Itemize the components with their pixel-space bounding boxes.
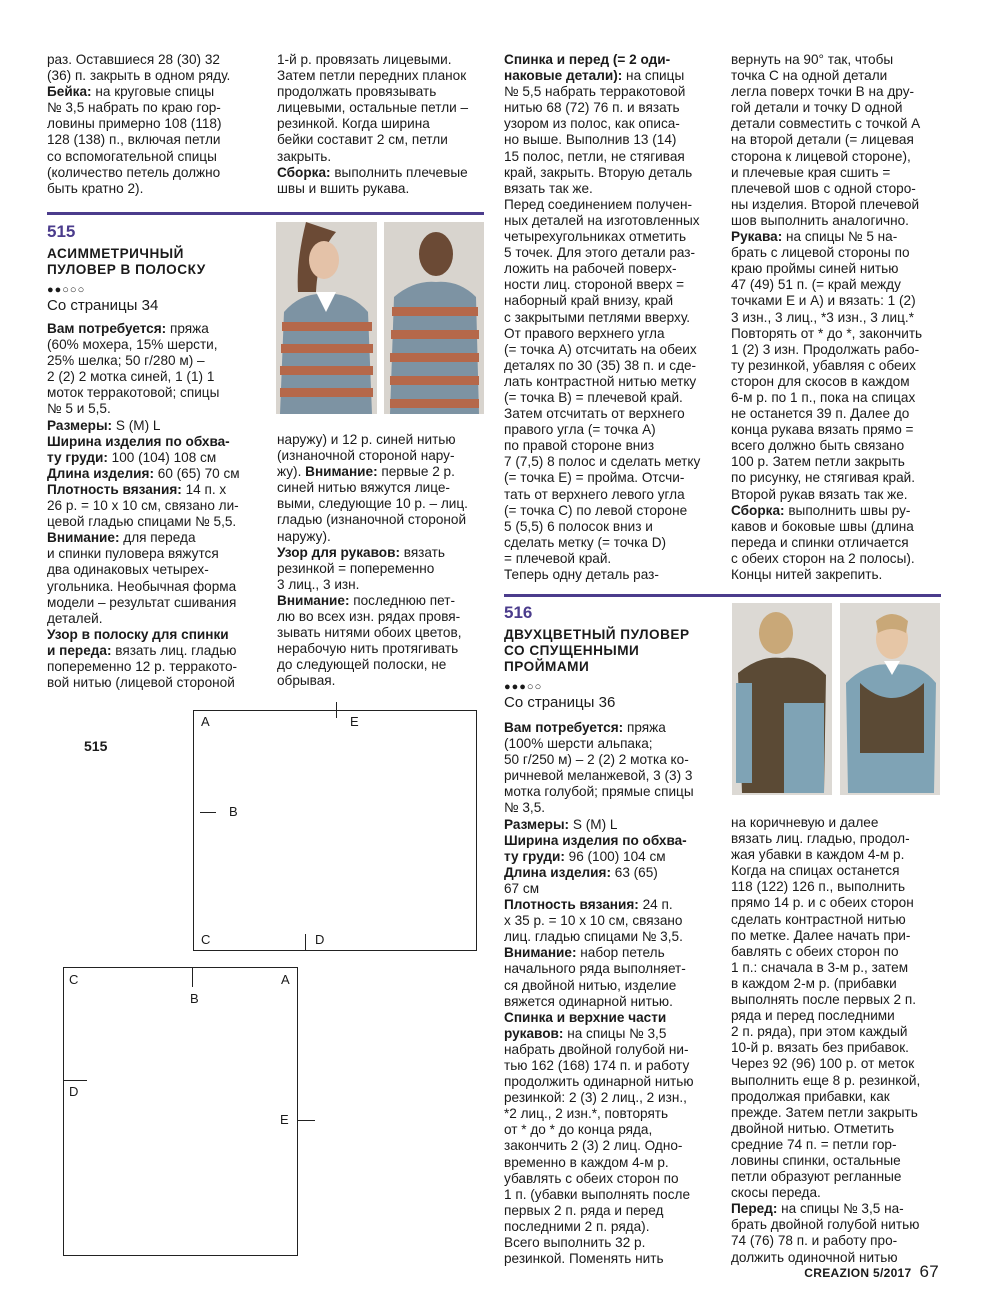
text-line: моток терракотовой; спицы bbox=[47, 385, 220, 401]
col-c-516 bbox=[504, 720, 726, 1267]
text-line: продолжая прибавки, как bbox=[731, 1088, 890, 1104]
text-line: продолжать провязывать bbox=[277, 84, 437, 100]
point-d-top: D bbox=[315, 932, 325, 947]
text-line: брать с лицевой стороны по bbox=[731, 245, 910, 261]
text-line: Внимание: набор петель bbox=[504, 945, 665, 961]
text-line: тать от верхнего левого угла bbox=[504, 486, 685, 502]
text-line: 10-й р. вязать без прибавок. bbox=[731, 1040, 909, 1056]
text-line: бавлять с обеих сторон по bbox=[731, 943, 899, 959]
text-line: гой детали и точку D одной bbox=[731, 100, 903, 116]
text-line: тью 162 (168) 174 п. и работу bbox=[504, 1057, 690, 1073]
text-line: х 35 р. = 10 х 10 см, связано bbox=[504, 913, 683, 929]
pattern-title-line2: СО СПУЩЕННЫМИ bbox=[504, 643, 640, 658]
col-a-top bbox=[47, 52, 267, 197]
text-line: бейки составит 2 см, петли bbox=[277, 132, 448, 148]
text-line: попеременно 12 р. терракото- bbox=[47, 658, 238, 674]
text-line: но выше. Выполнив 13 (14) bbox=[504, 132, 677, 148]
text-line: вернуть на 90° так, чтобы bbox=[731, 52, 894, 67]
text-line: № 5 и 5,5. bbox=[47, 401, 111, 417]
text-line: ложить на рабочей поверх- bbox=[504, 261, 677, 277]
text-line: и переда: вязать лиц. гладью bbox=[47, 642, 237, 658]
from-page: Со страницы 36 bbox=[504, 694, 616, 711]
text-line: Сборка: выполнить швы ру- bbox=[731, 502, 911, 518]
text-line: лицевыми, остальные петли – bbox=[277, 100, 469, 116]
text-line: лать контрастной нитью метку bbox=[504, 373, 697, 389]
text-line: угольника. Необычная форма bbox=[47, 578, 237, 594]
col-b-top bbox=[277, 52, 492, 197]
text-line: лю во всех изн. рядах провя- bbox=[277, 609, 461, 625]
text-line: гладью (изнаночной стороной bbox=[277, 512, 467, 528]
text-line: от * до * до конца ряда, bbox=[504, 1122, 653, 1138]
text-line: 6-м р. по 1 п., пока на спицах bbox=[731, 389, 916, 405]
magazine-name: CREAZION 5/2017 bbox=[804, 1266, 912, 1280]
text-line: Второй рукав вязать так же. bbox=[731, 486, 908, 502]
text-line: ся двойной нитью, изделие bbox=[504, 977, 677, 993]
text-line: 5 точек. Для этого детали раз- bbox=[504, 245, 696, 261]
text-line: Размеры: S (M) L bbox=[504, 816, 618, 832]
text-line: наборный край внизу, край bbox=[504, 293, 674, 309]
text-line: Спинка и перед (= 2 оди- bbox=[504, 52, 671, 67]
text-line: Повторять от * до *, закончить bbox=[731, 325, 923, 341]
point-a-top: A bbox=[201, 714, 210, 729]
tick-bottom-e bbox=[297, 1120, 315, 1121]
tick-top-d bbox=[305, 934, 306, 951]
text-line: 25% шелка; 50 г/280 м) – bbox=[47, 353, 205, 369]
text-line: с закрытыми петлями вверху. bbox=[504, 309, 691, 325]
text-line: наковые детали): на спицы bbox=[504, 68, 685, 84]
text-line: и спинки пуловера вяжутся bbox=[47, 546, 219, 562]
text-line: Перед соединением получен- bbox=[504, 196, 693, 212]
text-line: набрать двойной голубой ни- bbox=[504, 1041, 689, 1057]
text-line: Всего выполнить 32 р. bbox=[504, 1235, 646, 1250]
text-line: (60% мохера, 15% шерсти, bbox=[47, 337, 218, 353]
text-line: со вспомогательной спицы bbox=[47, 148, 217, 164]
text-line: Длина изделия: 63 (65) bbox=[504, 864, 658, 880]
text-line: резинкой. Когда ширина bbox=[277, 116, 430, 132]
text-line: зывать нитями обоих цветов, bbox=[277, 625, 462, 641]
text-line: цевой гладью спицами № 5,5. bbox=[47, 514, 237, 530]
pattern-title-line1: ДВУХЦВЕТНЫЙ ПУЛОВЕР bbox=[504, 627, 690, 642]
text-line: выми, следующие 10 р. – лиц. bbox=[277, 496, 468, 512]
text-line: 5 (5,5) 6 полосок вниз и bbox=[504, 518, 653, 534]
photo-516-front bbox=[840, 603, 940, 795]
text-line: ту резинкой, убавляя с обеих bbox=[731, 357, 916, 373]
text-line: 2 п. ряда), при этом каждый bbox=[731, 1024, 908, 1040]
text-line: с обеих сторон на 2 полосы). bbox=[731, 550, 915, 566]
photo-516-back bbox=[732, 603, 832, 795]
text-line: Спинка и верхние части bbox=[504, 1009, 667, 1025]
text-line: на коричневую и далее bbox=[731, 815, 879, 830]
text-line: узором из полос, как описа- bbox=[504, 116, 680, 132]
text-line: (= точка В) = плечевой край. bbox=[504, 389, 683, 405]
text-line: 47 (49) 51 п. (= край между bbox=[731, 277, 901, 293]
text-line: лиц. гладью спицами № 3,5. bbox=[504, 929, 683, 945]
text-line: № 5,5 набрать терракотовой bbox=[504, 84, 686, 100]
text-line: 118 (122) 126 п., выполнить bbox=[731, 879, 906, 895]
difficulty-rating: ●●○○○ bbox=[47, 284, 86, 296]
pattern-number: 516 bbox=[504, 603, 533, 622]
text-line: правого угла (= точка А) bbox=[504, 422, 656, 438]
tick-bottom-d bbox=[63, 1080, 87, 1081]
text-line: Рукава: на спицы № 5 на- bbox=[731, 229, 898, 245]
text-line: в каждом 2-м р. (прибавки bbox=[731, 975, 897, 991]
text-line: 67 см bbox=[504, 880, 540, 896]
text-line: (= точка С) по левой стороне bbox=[504, 502, 688, 518]
text-line: нерабочую нить протягивать bbox=[277, 641, 459, 657]
text-line: Внимание: для переда bbox=[47, 530, 196, 546]
text-line: № 3,5 набрать по краю гор- bbox=[47, 100, 221, 116]
text-line: петли образуют регланные bbox=[731, 1169, 902, 1185]
pattern-516-header bbox=[504, 603, 726, 712]
pattern-515-header bbox=[47, 222, 272, 315]
diagram-top-piece bbox=[193, 710, 477, 951]
text-line: последними 2 п. ряда). bbox=[504, 1218, 650, 1234]
text-line: кавов и боковые швы (длина bbox=[731, 518, 914, 534]
col-b-515 bbox=[277, 432, 492, 690]
text-line: Затем отсчитать от верхнего bbox=[504, 406, 685, 422]
text-line: рукавов: на спицы № 3,5 bbox=[504, 1025, 667, 1041]
from-page: Со страницы 34 bbox=[47, 297, 159, 314]
text-line: наружу). bbox=[277, 528, 331, 544]
text-line: быть кратно 2). bbox=[47, 180, 144, 196]
text-line: 100 р. Затем петли закрыть bbox=[731, 454, 905, 470]
text-line: обрывая. bbox=[277, 673, 336, 689]
text-line: мотка голубой; прямые спицы bbox=[504, 784, 694, 800]
text-line: наружу) и 12 р. синей нитью bbox=[277, 432, 456, 447]
text-line: резинкой = попеременно bbox=[277, 560, 435, 576]
text-line: От правого верхнего угла bbox=[504, 325, 665, 341]
point-b-bottom: B bbox=[190, 991, 199, 1006]
text-line: = плечевой край. bbox=[504, 550, 612, 566]
text-line: скосы переда. bbox=[731, 1185, 821, 1201]
text-line: прямо 14 р. и с обеих сторон bbox=[731, 895, 914, 911]
point-e-bottom: E bbox=[280, 1112, 289, 1127]
text-line: Вам потребуется: пряжа bbox=[47, 321, 209, 336]
text-line: деталях по 30 (35) 38 п. и сде- bbox=[504, 357, 697, 373]
point-d-bottom: D bbox=[69, 1084, 79, 1099]
text-line: (= точка Е) = пройма. Отсчи- bbox=[504, 470, 685, 486]
text-line: № 3,5. bbox=[504, 800, 546, 816]
diagram-bottom-piece bbox=[63, 967, 298, 1256]
text-line: резинкой: 2 (3) 2 лиц., 2 изн., bbox=[504, 1090, 687, 1106]
text-line: вязать лиц. гладью, продол- bbox=[731, 831, 910, 847]
text-line: Когда на спицах останется bbox=[731, 863, 900, 879]
text-line: детали совместить с точкой А bbox=[731, 116, 921, 132]
text-line: край, закрыть. Вторую деталь bbox=[504, 164, 693, 180]
text-line: ности лиц. стороной вверх = bbox=[504, 277, 685, 293]
text-line: краю проймы синей нитью bbox=[731, 261, 899, 277]
text-line: на второй детали (= лицевая bbox=[731, 132, 914, 148]
text-line: должить одиночной нитью bbox=[731, 1249, 898, 1265]
text-line: жу). Внимание: первые 2 р. bbox=[277, 464, 455, 480]
text-line: 7 (7,5) 8 полос и сделать метку bbox=[504, 454, 701, 470]
text-line: сторона к лицевой стороне), bbox=[731, 148, 911, 164]
text-line: Узор в полоску для спинки bbox=[47, 626, 229, 642]
tick-top-b bbox=[200, 812, 216, 813]
col-d-516 bbox=[731, 815, 943, 1266]
text-line: нитью 68 (72) 76 п. и вязать bbox=[504, 100, 680, 116]
text-line: 3 лиц., 3 изн. bbox=[277, 576, 360, 592]
col-a-515 bbox=[47, 321, 272, 691]
text-line: легла поверх точки В на дру- bbox=[731, 84, 915, 100]
text-line: Плотность вязания: 24 п. bbox=[504, 897, 673, 913]
text-line: 50 г/250 м) – 2 (2) 2 мотка ко- bbox=[504, 752, 689, 768]
text-line: 1 п. (убавки выполнять после bbox=[504, 1186, 691, 1202]
text-line: *2 лиц., 2 изн.*, повторять bbox=[504, 1106, 669, 1122]
text-line: не останется 39 п. Далее до bbox=[731, 406, 910, 422]
text-line: ны изделия. Второй плечевой bbox=[731, 196, 920, 212]
text-line: конца рукава вязать прямо = bbox=[731, 422, 914, 438]
text-line: 2 (2) 2 мотка синей, 1 (1) 1 bbox=[47, 369, 215, 385]
text-line: убавлять с обеих сторон по bbox=[504, 1170, 679, 1186]
text-line: вязать так же. bbox=[504, 180, 593, 196]
text-line: точка С на одной детали bbox=[731, 68, 888, 84]
text-line: двойной нитью. Отметить bbox=[731, 1120, 895, 1136]
text-line: средние 74 п. = петли гор- bbox=[731, 1136, 897, 1152]
text-line: по правой стороне вниз bbox=[504, 438, 655, 454]
text-line: брать двойной голубой нитью bbox=[731, 1217, 920, 1233]
text-line: 128 (138) п., включая петли bbox=[47, 132, 221, 148]
text-line: Узор для рукавов: вязать bbox=[277, 544, 445, 560]
text-line: швы и вшить рукава. bbox=[277, 180, 410, 196]
text-line: вяжется одинарной нитью. bbox=[504, 993, 673, 1009]
text-line: продолжить одинарной нитью bbox=[504, 1074, 694, 1090]
text-line: первых 2 п. ряда и перед bbox=[504, 1202, 664, 1218]
page-number: 67 bbox=[919, 1262, 939, 1281]
text-line: модели – результат сшивания bbox=[47, 594, 237, 610]
text-line: временно в каждом 4-м р. bbox=[504, 1154, 669, 1170]
text-line: Концы нитей закрепить. bbox=[731, 567, 883, 582]
text-line: деталей. bbox=[47, 610, 103, 626]
text-line: до следующей полоски, не bbox=[277, 657, 447, 673]
text-line: закончить 2 (3) 2 лиц. Одно- bbox=[504, 1138, 683, 1154]
text-line: ловины примерно 108 (118) bbox=[47, 116, 222, 132]
text-line: переда и спинки отличается bbox=[731, 534, 909, 550]
pattern-number: 515 bbox=[47, 222, 76, 241]
text-line: 1 п.: сначала в 3-м р., затем bbox=[731, 959, 909, 975]
text-line: ных деталей на изготовленных bbox=[504, 212, 700, 228]
text-line: 15 полос, петли, не стягивая bbox=[504, 148, 685, 164]
text-line: Ширина изделия по обхва- bbox=[504, 832, 687, 848]
text-line: Сборка: выполнить плечевые bbox=[277, 164, 468, 180]
text-line: 74 (76) 78 п. и работу про- bbox=[731, 1233, 898, 1249]
point-b-top: B bbox=[229, 804, 238, 819]
tick-top-e bbox=[336, 702, 337, 718]
text-line: по метке. Далее начать при- bbox=[731, 927, 911, 943]
text-line: резинкой. Поменять нить bbox=[504, 1251, 664, 1267]
text-line: 26 р. = 10 х 10 см, связано ли- bbox=[47, 498, 239, 514]
text-line: точками Е и А) и вязать: 1 (2) bbox=[731, 293, 916, 309]
text-line: жая убавки в каждом 4-м р. bbox=[731, 847, 905, 863]
text-line: Плотность вязания: 14 п. х bbox=[47, 481, 227, 497]
text-line: синей нитью вяжутся лице- bbox=[277, 480, 450, 496]
text-line: выполнить еще 8 р. резинкой, bbox=[731, 1072, 921, 1088]
text-line: всего должно быть связано bbox=[731, 438, 905, 454]
text-line: сделать контрастной нитью bbox=[731, 911, 906, 927]
text-line: Перед: на спицы № 3,5 на- bbox=[731, 1201, 904, 1217]
text-line: ту груди: 100 (104) 108 см bbox=[47, 449, 217, 465]
text-line: начального ряда выполняет- bbox=[504, 961, 686, 977]
text-line: вой нитью (лицевой стороной bbox=[47, 675, 235, 691]
page-footer bbox=[804, 1262, 939, 1282]
text-line: Бейка: на круговые спицы bbox=[47, 84, 215, 100]
pattern-title-line3: ПРОЙМАМИ bbox=[504, 659, 590, 674]
text-line: плечевой шов с одной сторо- bbox=[731, 180, 916, 196]
text-line: Теперь одну деталь раз- bbox=[504, 567, 659, 582]
point-c-top: C bbox=[201, 932, 211, 947]
section-rule-516 bbox=[504, 594, 941, 597]
difficulty-rating: ●●●○○ bbox=[504, 681, 543, 693]
text-line: ту груди: 96 (100) 104 см bbox=[504, 848, 666, 864]
text-line: ловины спинки, остальные bbox=[731, 1152, 901, 1168]
point-c-bottom: C bbox=[69, 972, 79, 987]
text-line: 1-й р. провязать лицевыми. bbox=[277, 52, 452, 67]
text-line: Затем петли передних планок bbox=[277, 68, 467, 84]
text-line: 1 (2) 3 изн. Продолжать рабо- bbox=[731, 341, 920, 357]
text-line: по рисунку, не стягивая край. bbox=[731, 470, 916, 486]
tick-bottom-b bbox=[192, 967, 193, 987]
text-line: сделать метку (= точка D) bbox=[504, 534, 667, 550]
diagram-label: 515 bbox=[84, 738, 108, 754]
text-line: шов выполнить аналогично. bbox=[731, 212, 909, 228]
text-line: Длина изделия: 60 (65) 70 см bbox=[47, 465, 240, 481]
text-line: (100% шерсти альпака; bbox=[504, 736, 653, 752]
col-c-top bbox=[504, 52, 724, 583]
text-line: Через 92 (96) 100 р. от меток bbox=[731, 1056, 915, 1072]
text-line: Ширина изделия по обхва- bbox=[47, 433, 230, 449]
text-line: выполнять после первых 2 п. bbox=[731, 992, 917, 1008]
col-d-top bbox=[731, 52, 943, 583]
point-a-bottom: A bbox=[281, 972, 290, 987]
text-line: ряда и перед последними bbox=[731, 1008, 895, 1024]
text-line: Размеры: S (M) L bbox=[47, 417, 161, 433]
section-rule-515 bbox=[47, 212, 484, 215]
text-line: Вам потребуется: пряжа bbox=[504, 720, 666, 735]
text-line: прежде. Затем петли закрыть bbox=[731, 1104, 918, 1120]
point-e-top: E bbox=[350, 714, 359, 729]
pattern-title-line2: ПУЛОВЕР В ПОЛОСКУ bbox=[47, 262, 206, 277]
photo-515-front bbox=[276, 222, 377, 414]
text-line: 3 изн., 3 лиц., *3 изн., 3 лиц.* bbox=[731, 309, 914, 325]
text-line: (36) п. закрыть в одном ряду. bbox=[47, 68, 231, 84]
text-line: два одинаковых четырех- bbox=[47, 562, 209, 578]
text-line: Внимание: последнюю пет- bbox=[277, 592, 456, 608]
text-line: сторон для скосов в каждом bbox=[731, 373, 910, 389]
text-line: (количество петель должно bbox=[47, 164, 221, 180]
text-line: четырехугольниках отметить bbox=[504, 229, 687, 245]
text-line: раз. Оставшиеся 28 (30) 32 bbox=[47, 52, 220, 67]
text-line: (= точка А) отсчитать на обеих bbox=[504, 341, 697, 357]
text-line: и плечевые края сшить = bbox=[731, 164, 891, 180]
text-line: закрыть. bbox=[277, 148, 332, 164]
text-line: (изнаночной стороной нару- bbox=[277, 448, 455, 464]
pattern-title-line1: АСИММЕТРИЧНЫЙ bbox=[47, 246, 184, 261]
text-line: ричневой меланжевой, 3 (3) 3 bbox=[504, 768, 693, 784]
photo-515-back bbox=[384, 222, 484, 414]
